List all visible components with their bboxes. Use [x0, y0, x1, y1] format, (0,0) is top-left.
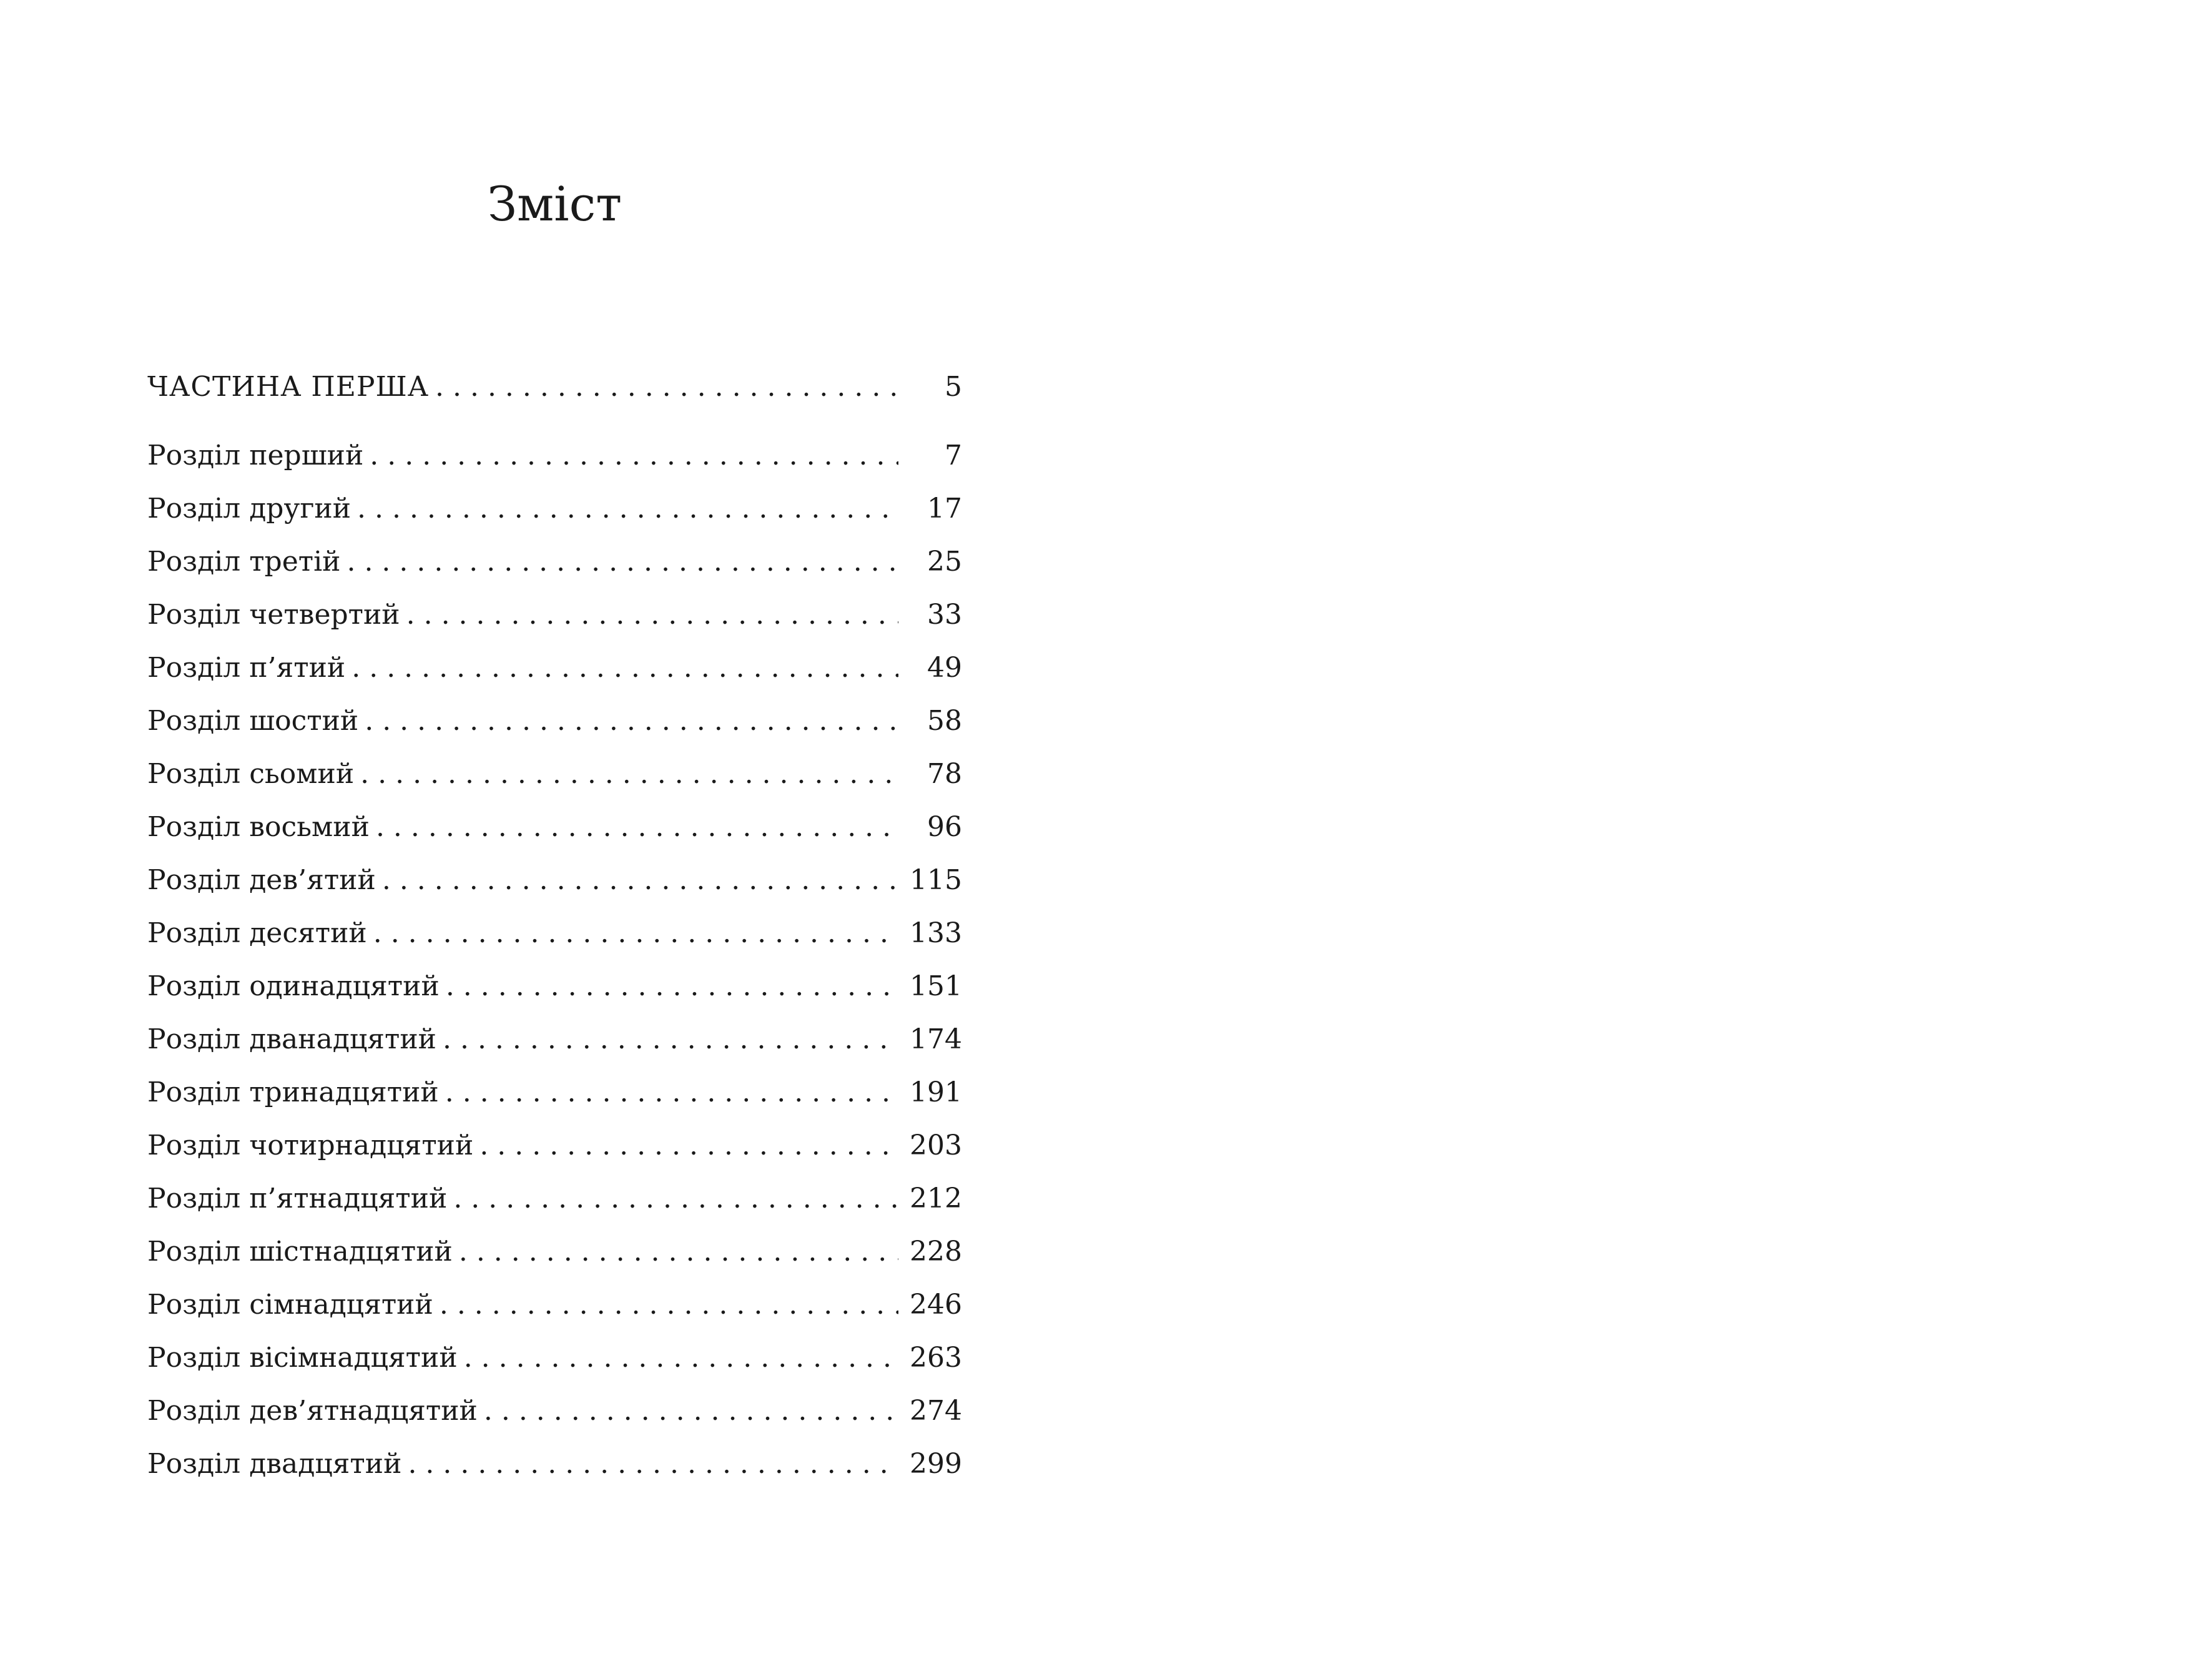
dot-leader: [357, 490, 898, 528]
toc-entry-page-number: 17: [927, 493, 962, 524]
dot-leader: [440, 1286, 898, 1324]
toc-entry: [147, 1021, 962, 1058]
toc-entry-page-number: 25: [927, 546, 962, 578]
toc-entry-label: Розділ двадцятий: [147, 1448, 402, 1480]
toc-entry: [147, 490, 962, 528]
toc-entry-page-number: 246: [910, 1289, 962, 1321]
toc-entry-page-number: 49: [927, 652, 962, 684]
dot-leader: [365, 702, 898, 740]
toc-entry-label: Розділ одинадцятий: [147, 970, 440, 1002]
dot-leader: [459, 1233, 898, 1271]
toc-entry: [147, 596, 962, 634]
toc-entry-page-number: 299: [910, 1448, 962, 1480]
toc-entry-page-number: 203: [910, 1130, 962, 1161]
toc-entry-label: Розділ десятий: [147, 917, 367, 949]
toc-entry-label: Розділ другий: [147, 493, 351, 524]
dot-leader: [351, 649, 898, 687]
toc-entry: [147, 1286, 962, 1324]
toc-entry-label: Розділ дванадцятий: [147, 1023, 436, 1055]
toc-entry: [147, 702, 962, 740]
toc-part-entry: [147, 368, 962, 406]
toc-entry-page-number: 274: [910, 1395, 962, 1427]
toc-entry-label: Розділ дев’ятий: [147, 864, 376, 896]
toc-entry: [147, 862, 962, 899]
toc-entry-label: ЧАСТИНА ПЕРША: [147, 371, 430, 403]
dot-leader: [360, 756, 898, 793]
toc-entry-label: Розділ восьмий: [147, 811, 370, 843]
toc-entry: [147, 1392, 962, 1430]
dot-leader: [446, 968, 898, 1005]
dot-leader: [453, 1180, 898, 1218]
dot-leader: [408, 1445, 898, 1483]
toc-entry: [147, 915, 962, 952]
toc-entry-label: Розділ четвертий: [147, 599, 400, 631]
toc-entry: [147, 1074, 962, 1111]
toc-entry: [147, 1180, 962, 1218]
toc-entry: [147, 1445, 962, 1483]
toc-entry-label: Розділ п’ятий: [147, 652, 346, 684]
toc-entry-page-number: 58: [927, 705, 962, 737]
dot-leader: [484, 1392, 898, 1430]
toc-entry-page-number: 228: [910, 1236, 962, 1268]
toc-entry: [147, 543, 962, 581]
toc-entry-page-number: 151: [910, 970, 962, 1002]
toc-entry-label: Розділ сьомий: [147, 758, 355, 790]
toc-entry-label: Розділ шістнадцятий: [147, 1236, 453, 1268]
toc-entry-page-number: 133: [910, 917, 962, 949]
toc-entry-page-number: 263: [910, 1342, 962, 1374]
dot-leader: [373, 915, 898, 952]
toc-entry: [147, 968, 962, 1005]
dot-leader: [479, 1127, 898, 1164]
toc-entry-page-number: 33: [927, 599, 962, 631]
toc-entry-page-number: 115: [910, 864, 962, 896]
dot-leader: [464, 1339, 898, 1377]
toc-entry-page-number: 78: [927, 758, 962, 790]
dot-leader: [382, 862, 898, 899]
toc-entry: [147, 1233, 962, 1271]
toc-entry-page-number: 212: [910, 1183, 962, 1214]
toc-entry-label: Розділ третій: [147, 546, 341, 578]
toc-entry: [147, 1339, 962, 1377]
toc-entry-label: Розділ сімнадцятий: [147, 1289, 433, 1321]
right-page: [1106, 0, 2212, 1659]
toc-entry: [147, 756, 962, 793]
toc-entry-label: Розділ перший: [147, 440, 364, 471]
toc-entry-label: Розділ дев’ятнадцятий: [147, 1395, 478, 1427]
dot-leader: [443, 1021, 898, 1058]
dot-leader: [370, 437, 898, 475]
toc-entry-page-number: 7: [945, 440, 962, 471]
dot-leader: [376, 809, 898, 846]
toc-entry-label: Розділ тринадцятий: [147, 1076, 439, 1108]
dot-leader: [347, 543, 898, 581]
toc-entry: [147, 649, 962, 687]
toc-title: Зміст: [487, 176, 622, 232]
toc-entry-label: Розділ чотирнадцятий: [147, 1130, 474, 1161]
dot-leader: [435, 368, 898, 406]
toc-entry-page-number: 96: [927, 811, 962, 843]
toc-entry-page-number: 5: [945, 371, 962, 403]
dot-leader: [445, 1074, 898, 1111]
toc-entry: [147, 1127, 962, 1164]
dot-leader: [406, 596, 898, 634]
toc-entry-label: Розділ п’ятнадцятий: [147, 1183, 448, 1214]
toc-entry-label: Розділ шостий: [147, 705, 359, 737]
toc-entry: [147, 437, 962, 475]
toc-entry-page-number: 191: [910, 1076, 962, 1108]
toc-entry-page-number: 174: [910, 1023, 962, 1055]
toc-entry-label: Розділ вісімнадцятий: [147, 1342, 458, 1374]
toc-entry: [147, 809, 962, 846]
